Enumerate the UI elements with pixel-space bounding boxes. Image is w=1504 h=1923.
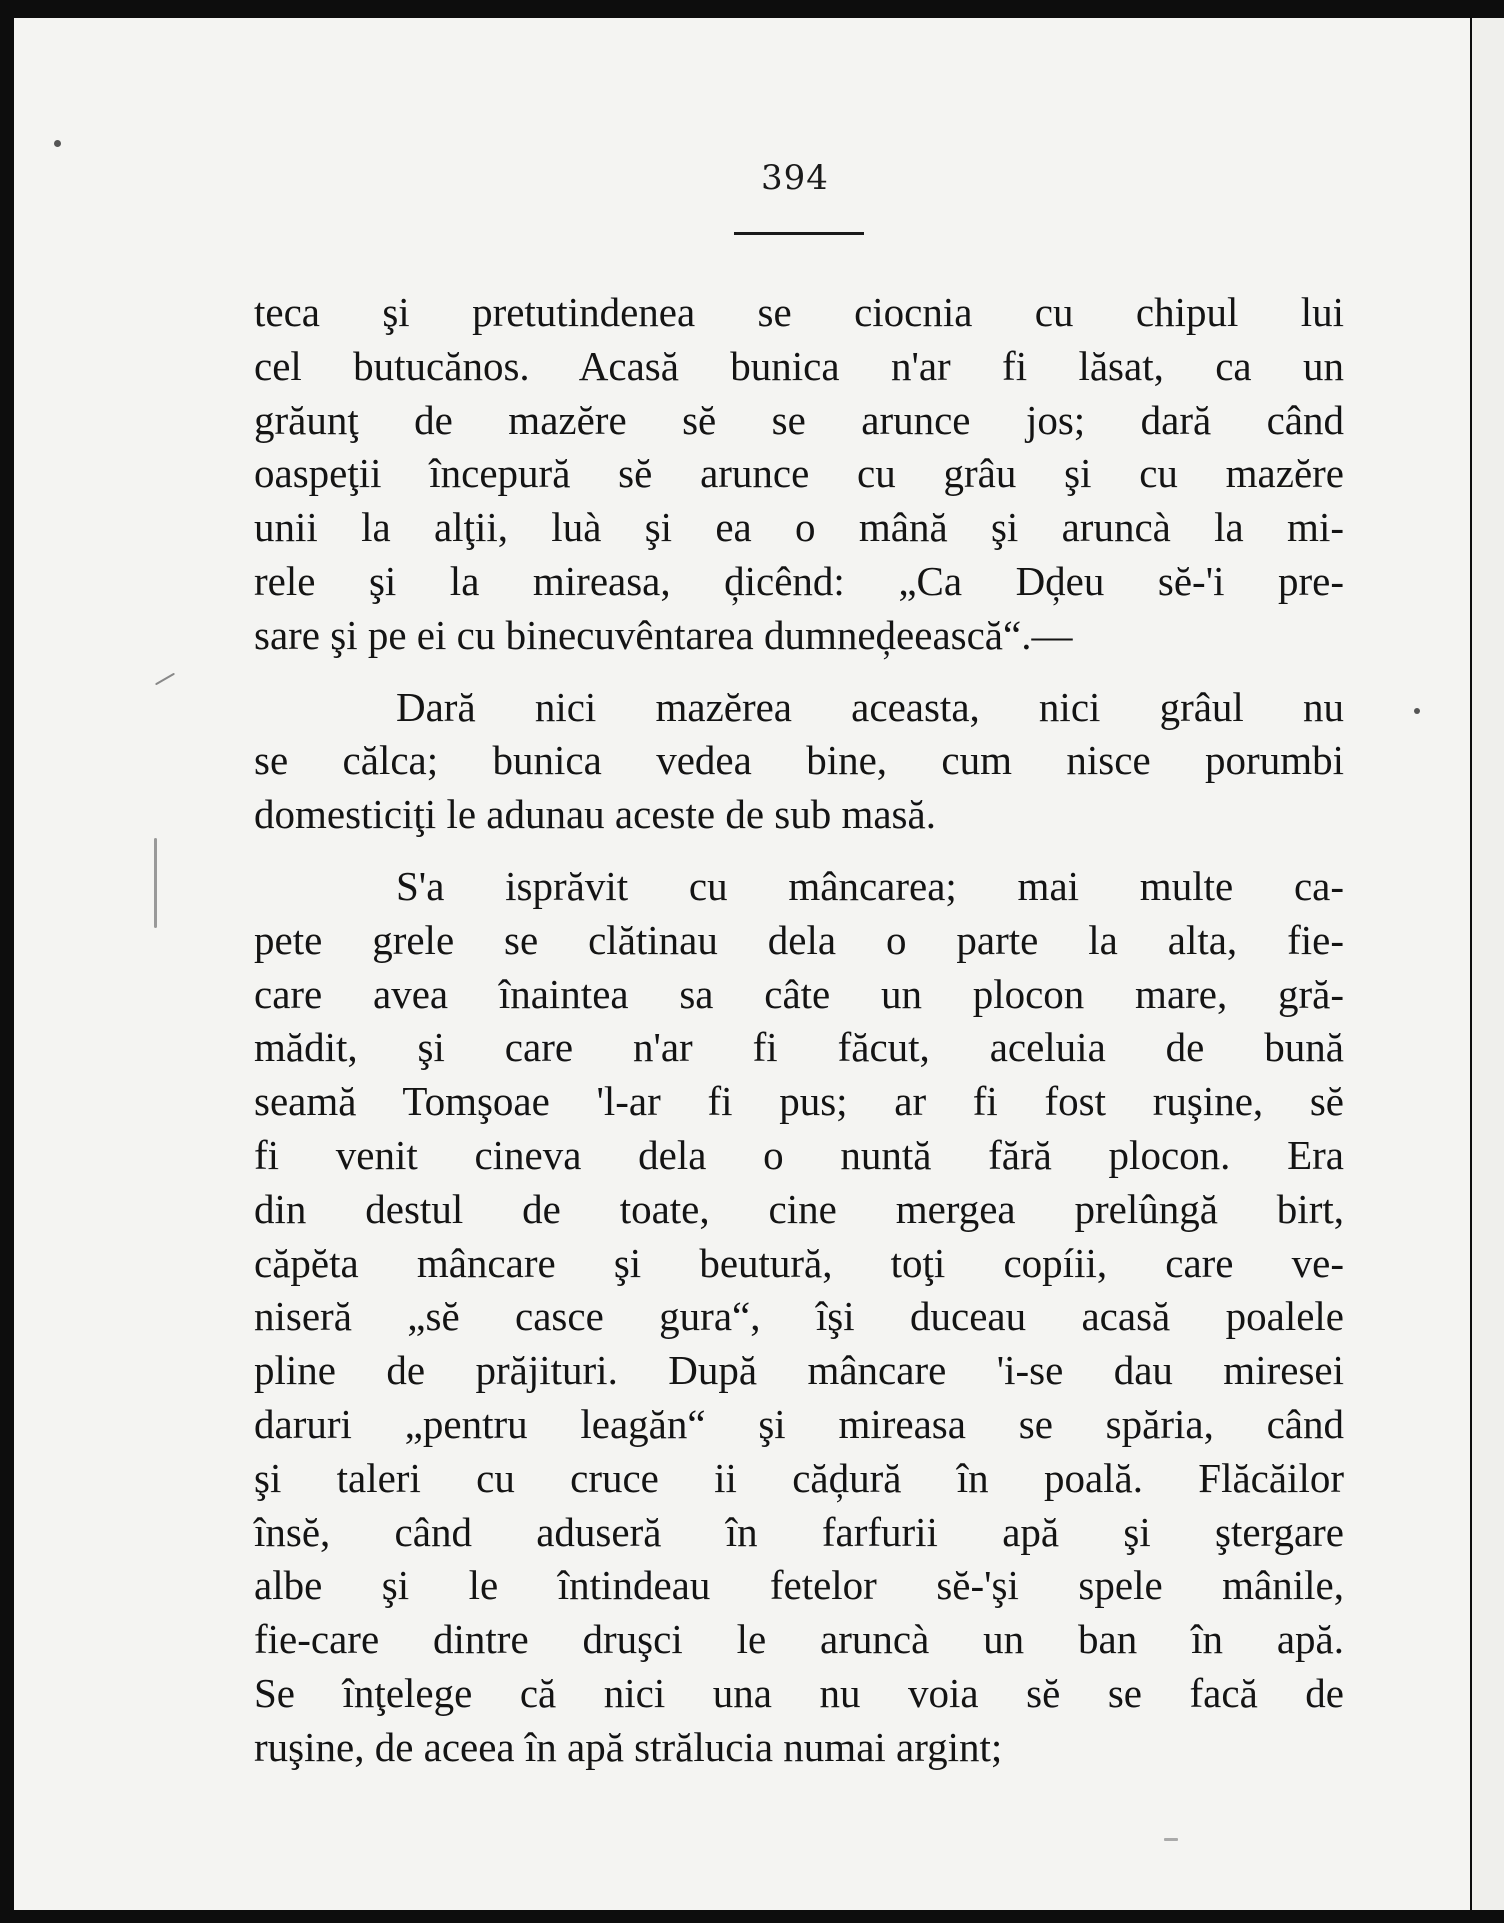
paragraph: [254, 286, 1344, 663]
scan-speck: [155, 673, 175, 686]
text-line: care avea înaintea sa câte un plocon mare, gră-: [254, 970, 1344, 1017]
page-number: 394: [761, 158, 829, 198]
text-line: fi venit cineva dela o nuntă fără plocon. Era: [254, 1131, 1344, 1178]
body-text: [254, 286, 1344, 1775]
text-line: se călca; bunica vedea bine, cum nisce porumbi: [254, 737, 1344, 784]
text-line: niseră „sĕ casce gura“, îşi duceau acasă poalele: [254, 1293, 1344, 1340]
scan-speck: [154, 838, 157, 928]
text-line: însĕ, când aduseră în farfurii apă şi ştergare: [254, 1508, 1344, 1555]
text-line: unii la alţii, luà şi ea o mână şi aruncà la mi-: [254, 504, 1344, 551]
paragraph: [254, 860, 1344, 1775]
text-line: pete grele se clătinau dela o parte la alta, fie-: [254, 916, 1344, 963]
text-line: daruri „pentru leagăn“ şi mireasa se spăria, când: [254, 1400, 1344, 1447]
text-line: teca şi pretutindenea se ciocnia cu chipul lui: [254, 289, 1344, 335]
text-line: S'a isprăvit cu mâncarea; mai multe ca-: [396, 862, 1344, 909]
paragraph-gap: [254, 663, 1344, 681]
text-line: oaspeţii începură sĕ arunce cu grâu şi cu mazĕre: [254, 450, 1344, 497]
text-line: căpĕta mâncare şi beutură, toţi copíii, care ve-: [254, 1239, 1344, 1286]
scan-speck: [1164, 1838, 1178, 1841]
scan-speck: [1414, 708, 1420, 714]
text-line: domesticiţi le adunau aceste de sub masă.: [254, 791, 936, 838]
page-number-rule: [734, 232, 864, 235]
text-line: Dară nici mazĕrea aceasta, nici grâul nu: [396, 683, 1344, 730]
book-page: [14, 18, 1470, 1910]
text-line: pline de prăjituri. După mâncare 'i-se dau miresei: [254, 1347, 1344, 1394]
paragraph-gap: [254, 842, 1344, 860]
text-line: mădit, şi care n'ar fi făcut, aceluia de bună: [254, 1024, 1344, 1071]
page-edge: [1472, 18, 1504, 1910]
text-line: şi taleri cu cruce ii căḑură în poală. Flăcăilor: [254, 1454, 1344, 1501]
text-line: sare şi pe ei cu binecuvêntarea dumneḑeească“.—: [254, 611, 1073, 658]
text-line: fie-care dintre druşci le aruncà un ban în apă.: [254, 1616, 1344, 1663]
text-line: rele şi la mireasa, ḑicênd: „Ca Dḑeu sĕ-'i pre-: [254, 557, 1344, 604]
text-line: albe şi le întindeau fetelor sĕ-'şi spele mânile,: [254, 1562, 1344, 1609]
text-line: cel butucănos. Acasă bunica n'ar fi lăsat, ca un: [254, 342, 1344, 389]
text-line: din destul de toate, cine mergea prelûngă birt,: [254, 1185, 1344, 1232]
text-line: ruşine, de aceea în apă strălucia numai argint;: [254, 1723, 1003, 1770]
text-line: seamă Tomşoae 'l-ar fi pus; ar fi fost ruşine, sĕ: [254, 1078, 1344, 1125]
text-line: Se înţelege că nici una nu voia sĕ se facă de: [254, 1669, 1344, 1716]
text-line: grăunţ de mazĕre sĕ se arunce jos; dară când: [254, 396, 1344, 443]
paragraph: [254, 681, 1344, 842]
scan-speck: [54, 140, 61, 147]
